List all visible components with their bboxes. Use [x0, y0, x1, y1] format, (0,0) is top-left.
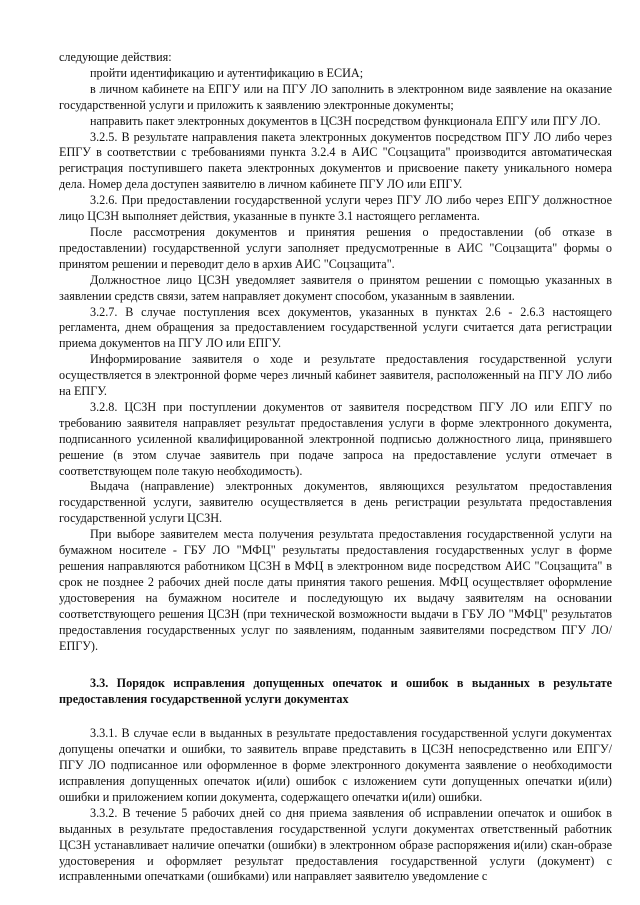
paragraph: 3.2.7. В случае поступления всех документов, указанных в пунктах 2.6 - 2.6.3 настоящего регламента, днем обращения за предоставлением государственной услуги считается дата регистрации приема документов на ПГУ ЛО или ЕПГУ.	[59, 304, 612, 351]
paragraph: направить пакет электронных документов в ЦСЗН посредством функционала ЕПГУ или ПГУ ЛО.	[90, 113, 601, 128]
paragraph: При выборе заявителем места получения результата предоставления государственной услуги на бумажном носителе - ГБУ ЛО "МФЦ" результаты предоставления государственных услуг в форме решения направляются работником ЦСЗН в МФЦ в электронном виде посредством АИС "Соцзащита" в срок не позднее 2 рабочих дней после даты принятия такого решения. МФЦ осуществляет оформление удостоверения на бумажном носителе и последующую их выдачу заявителям на основании соответствующего решения ЦСЗН (при технической возможности выдачи в ГБУ ЛО "МФЦ" результатов предоставления государственных услуг по заявлениям, поданным заявителями посредством ПГУ ЛО/ЕПГУ).	[59, 527, 612, 653]
paragraph: После рассмотрения документов и принятия решения о предоставлении (об отказе в предоставлении) государственной услуги заполняет предусмотренные в АИС "Соцзащита" формы о принятом решении и переводит дело в архив АИС "Соцзащита".	[59, 224, 612, 271]
paragraph: Должностное лицо ЦСЗН уведомляет заявителя о принятом решении с помощью указанных в заявлении средств связи, затем направляет документ способом, указанным в заявлении.	[59, 272, 612, 303]
paragraph: пройти идентификацию и аутентификацию в ЕСИА;	[90, 65, 364, 80]
paragraph: в личном кабинете на ЕПГУ или на ПГУ ЛО заполнить в электронном виде заявление на оказание государственной услуги и приложить к заявлению электронные документы;	[59, 81, 612, 112]
paragraph: Выдача (направление) электронных документов, являющихся результатом предоставления государственной услуги, заявителю осуществляется в день регистрации результата предоставления государственной услуги ЦСЗН.	[59, 479, 612, 526]
document-page	[59, 50, 612, 885]
paragraph: Информирование заявителя о ходе и результате предоставления государственной услуги осуществляется в электронной форме через личный кабинет заявителя, расположенный на ПГУ ЛО либо на ЕПГУ.	[59, 352, 612, 399]
paragraph: 3.3.2. В течение 5 рабочих дней со дня приема заявления об исправлении опечаток и ошибок в выданных в результате предоставления государственной услуги документах ответственный работник ЦСЗН устанавливает наличие опечатки (ошибки) в электронном образе распоряжения и(или) скан-образе удостоверения и оформляет результат предоставления государственной услуги (документ) с исправленными опечатками (ошибками) или направляет заявителю уведомление с	[59, 805, 612, 884]
paragraph: 3.2.6. При предоставлении государственной услуги через ПГУ ЛО либо через ЕПГУ должностное лицо ЦСЗН выполняет действия, указанные в пункте 3.1 настоящего регламента.	[59, 193, 612, 224]
section-heading: 3.3. Порядок исправления допущенных опечаток и ошибок в выданных в результате предоставления государственной услуги документах	[59, 676, 612, 707]
paragraph: 3.2.5. В результате направления пакета электронных документов посредством ПГУ ЛО либо через ЕПГУ в соответствии с требованиями пункта 3.2.4 в АИС "Соцзащита" производится автоматическая регистрация поступившего пакета электронных документов и присвоение пакету уникального номера дела. Номер дела доступен заявителю в личном кабинете ПГУ ЛО или ЕПГУ.	[59, 129, 612, 192]
paragraph: следующие действия:	[59, 50, 172, 64]
paragraph: 3.3.1. В случае если в выданных в результате предоставления государственной услуги документах допущены опечатки и ошибки, то заявитель вправе представить в ЦСЗН непосредственно или ЕПГУ/ПГУ ЛО подписанное или оформленное в форме электронного документа заявление о необходимости исправления допущенных опечаток и(или) ошибок с изложением сути допущенных опечатки и(или) ошибки и приложением копии документа, содержащего опечатки и(или) ошибки.	[59, 726, 612, 804]
paragraph: 3.2.8. ЦСЗН при поступлении документов от заявителя посредством ПГУ ЛО или ЕПГУ по требованию заявителя направляет результат предоставления услуги в форме электронного документа, подписанного усиленной квалифицированной электронной подписью должностного лица, принявшего решение (в этом случае заявитель при подаче запроса на предоставление услуги отмечает в соответствующем поле такую необходимость).	[59, 399, 612, 478]
